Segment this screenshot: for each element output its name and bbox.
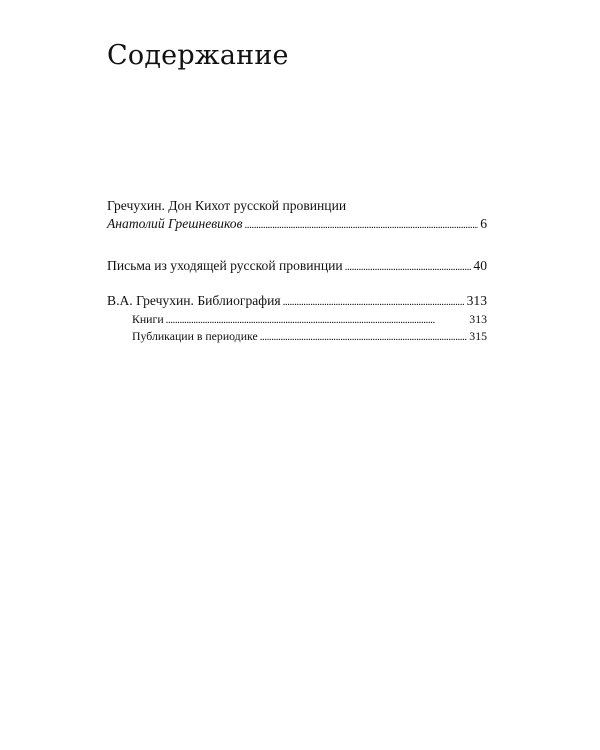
dot-leader xyxy=(166,312,468,328)
toc-subentry-periodicals xyxy=(107,328,487,345)
toc-entry-title: В.А. Гречухин. Библиография xyxy=(107,293,281,308)
toc-entry-line xyxy=(107,292,487,311)
toc-entry-letters xyxy=(107,257,487,276)
toc-entry-line xyxy=(107,257,487,276)
toc-entry-title: Письма из уходящей русской провинции xyxy=(107,258,343,273)
toc-page-number: 6 xyxy=(480,216,487,231)
page-title: Содержание xyxy=(107,40,289,71)
toc-entry-title: Гречухин. Дон Кихот русской провинции xyxy=(107,198,347,213)
toc-entry-author-line xyxy=(107,215,487,234)
toc-page-number: 313 xyxy=(469,312,487,326)
dot-leader xyxy=(260,329,468,345)
dot-leader xyxy=(283,293,465,311)
toc-subentry-title: Книги xyxy=(132,312,164,326)
toc-page-number: 40 xyxy=(473,258,487,273)
toc-entry-grechukhin-don-quixote xyxy=(107,197,487,234)
toc-page-number: 315 xyxy=(469,329,487,343)
dot-leader xyxy=(245,216,479,234)
toc-subentry-title: Публикации в периодике xyxy=(132,329,258,343)
toc-entry-bibliography xyxy=(107,292,487,345)
toc-page-number: 313 xyxy=(466,293,487,308)
toc-entry-title-line xyxy=(107,197,487,215)
toc-entry-author: Анатолий Грешневиков xyxy=(107,216,243,231)
dot-leader xyxy=(345,258,472,276)
toc-subentry-books xyxy=(107,311,487,328)
